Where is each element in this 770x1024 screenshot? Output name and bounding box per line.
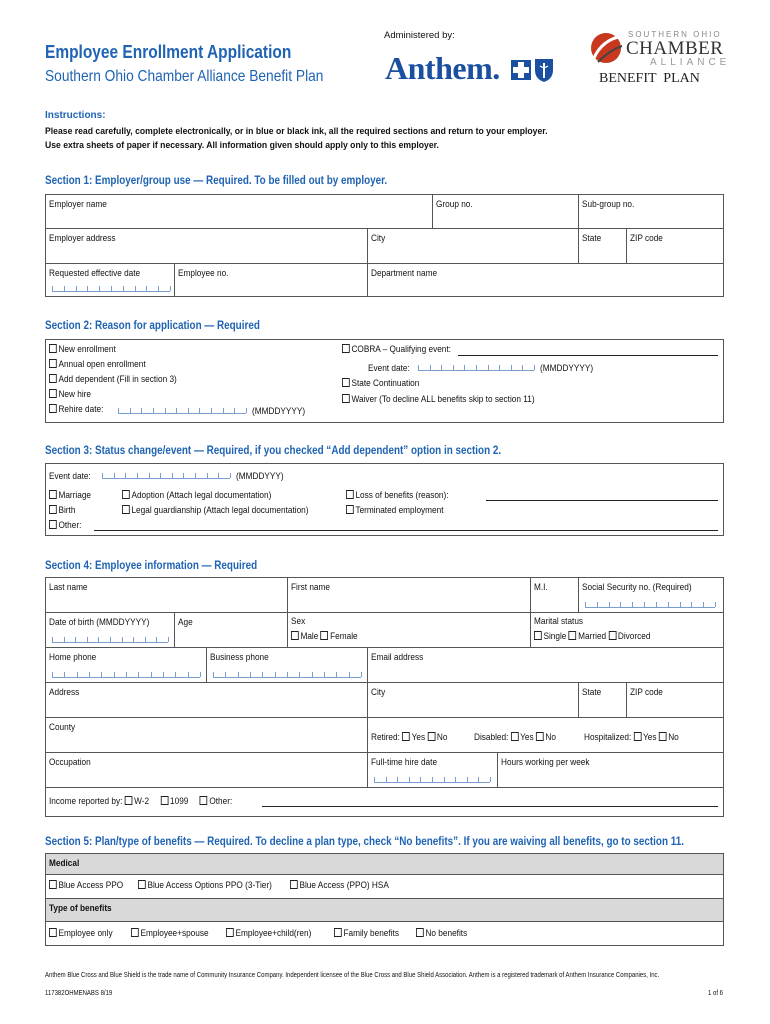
ppo-option[interactable]: Blue Access PPO [49, 880, 123, 891]
checkbox[interactable] [226, 928, 234, 937]
comb-tick [397, 777, 398, 782]
first-name-field[interactable]: First name [288, 578, 531, 613]
adoption-option[interactable]: Adoption (Attach legal documentation) [122, 490, 271, 501]
comb-tick [349, 672, 350, 677]
disabled-yes-checkbox[interactable] [511, 732, 519, 741]
comb-tick [158, 286, 159, 291]
section5-heading: Section 5: Plan/type of benefits — Required. To decline a plan type, check “No benefits”. If you are waiving all benefits, go to section 11. [45, 836, 684, 848]
city-field[interactable]: City [368, 683, 579, 718]
hospitalized-yes-checkbox[interactable] [634, 732, 642, 741]
cobra-option[interactable]: COBRA – Qualifying event: [342, 344, 451, 355]
instructions-line-2: Use extra sheets of paper if necessary. All information given should apply only to this employer. [45, 140, 439, 151]
section2-heading: Section 2: Reason for application — Required [45, 320, 260, 332]
comb-tick [200, 672, 201, 677]
comb-tick [234, 408, 235, 413]
section2-box [45, 339, 724, 423]
comb-tick [176, 408, 177, 413]
comb-tick [632, 602, 633, 607]
checkbox[interactable] [49, 505, 57, 514]
comb-tick [52, 672, 53, 677]
checkbox[interactable] [342, 394, 350, 403]
comb-tick [183, 473, 184, 478]
home-phone-field[interactable]: Home phone [46, 648, 207, 683]
hours-field[interactable]: Hours working per week [498, 753, 723, 788]
comb-tick [135, 286, 136, 291]
administered-by-label: Administered by: [384, 30, 455, 41]
comb-tick [213, 672, 214, 677]
section1-heading: Section 1: Employer/group use — Required. To be filled out by employer. [45, 175, 388, 187]
comb-tick [262, 672, 263, 677]
cobra-event-date-label: Event date: [368, 363, 410, 374]
1099-checkbox[interactable] [161, 796, 169, 805]
comb-tick [146, 286, 147, 291]
comb-tick [149, 473, 150, 478]
comb-tick [163, 672, 164, 677]
checkbox[interactable] [334, 928, 342, 937]
state-continuation-option[interactable]: State Continuation [342, 378, 419, 389]
comb-tick [114, 672, 115, 677]
comb-tick [287, 672, 288, 677]
comb-tick [312, 672, 313, 677]
comb-tick [361, 672, 362, 677]
hospitalized-group: Hospitalized: Yes No [584, 732, 679, 743]
comb-tick [188, 672, 189, 677]
rehire-option[interactable]: Rehire date: [49, 404, 103, 415]
comb-tick [464, 365, 465, 370]
comb-tick [110, 637, 111, 642]
comb-tick [225, 672, 226, 677]
section4-heading: Section 4: Employee information — Required [45, 560, 258, 572]
bcbs-logo-icon [510, 56, 556, 84]
comb-tick [153, 408, 154, 413]
disabled-no-checkbox[interactable] [536, 732, 544, 741]
chamber-alliance-text: ALLIANCE [650, 57, 731, 68]
employee-children-option[interactable]: Employee+child(ren) [226, 928, 311, 939]
w2-checkbox[interactable] [125, 796, 133, 805]
comb-tick [467, 777, 468, 782]
comb-tick [170, 286, 171, 291]
comb-tick [275, 672, 276, 677]
marital-field: Marital status Single Married Divorced [531, 613, 723, 648]
chamber-mid-text: CHAMBER [626, 38, 724, 59]
other-reason-line[interactable] [94, 530, 718, 531]
comb-tick [644, 602, 645, 607]
employee-no-field[interactable]: Employee no. [175, 264, 368, 297]
comb-tick [609, 602, 610, 607]
checkbox[interactable] [122, 490, 130, 499]
occupation-field[interactable]: Occupation [46, 753, 368, 788]
cobra-date-format: (MMDDYYYY) [540, 363, 594, 374]
comb-tick [499, 365, 500, 370]
comb-tick [145, 637, 146, 642]
comb-tick [534, 365, 535, 370]
retired-no-checkbox[interactable] [427, 732, 435, 741]
instructions-line-1: Please read carefully, complete electronically, or in blue or black ink, all the required sections and return to your employer. [45, 126, 548, 137]
comb-tick [99, 286, 100, 291]
checkbox[interactable] [49, 928, 57, 937]
comb-tick [488, 365, 489, 370]
comb-tick [691, 602, 692, 607]
comb-tick [141, 408, 142, 413]
sex-field: Sex Male Female [288, 613, 531, 648]
chamber-top-text: SOUTHERN OHIO [628, 30, 722, 39]
single-checkbox[interactable] [534, 631, 542, 640]
checkbox[interactable] [49, 389, 57, 398]
subgroup-no-field[interactable]: Sub-group no. [579, 195, 723, 229]
checkbox[interactable] [49, 490, 57, 499]
event-date-format: (MMDDYYY) [236, 471, 284, 482]
status-flags [368, 718, 723, 753]
rehire-date-input[interactable] [118, 404, 246, 414]
checkbox[interactable] [49, 344, 57, 353]
checkbox[interactable] [122, 505, 130, 514]
mi-field[interactable]: M.I. [531, 578, 579, 613]
comb-tick [207, 473, 208, 478]
instructions-heading: Instructions: [45, 110, 106, 121]
group-no-field[interactable]: Group no. [433, 195, 579, 229]
checkbox[interactable] [49, 404, 57, 413]
checkbox[interactable] [138, 880, 146, 889]
comb-tick [680, 602, 681, 607]
comb-tick [77, 672, 78, 677]
comb-tick [137, 473, 138, 478]
checkbox[interactable] [342, 344, 350, 353]
married-checkbox[interactable] [569, 631, 577, 640]
checkbox[interactable] [49, 880, 57, 889]
loss-reason-line[interactable] [486, 500, 718, 501]
comb-tick [160, 473, 161, 478]
family-option[interactable]: Family benefits [334, 928, 399, 939]
comb-tick [151, 672, 152, 677]
comb-tick [89, 672, 90, 677]
other-income-checkbox[interactable] [200, 796, 208, 805]
other-income-line[interactable] [262, 806, 718, 807]
section3-box [45, 463, 724, 536]
employer-name-field[interactable]: Employer name [46, 195, 433, 229]
address-field[interactable]: Address [46, 683, 368, 718]
department-field[interactable]: Department name [371, 268, 438, 279]
email-field[interactable]: Email address [368, 648, 723, 683]
comb-tick [444, 777, 445, 782]
comb-tick [490, 777, 491, 782]
comb-tick [374, 777, 375, 782]
comb-tick [597, 602, 598, 607]
comb-tick [98, 637, 99, 642]
hire-date-field[interactable]: Full-time hire date [368, 753, 498, 788]
hospitalized-no-checkbox[interactable] [659, 732, 667, 741]
hsa-option[interactable]: Blue Access (PPO) HSA [290, 880, 389, 891]
comb-tick [455, 777, 456, 782]
options-ppo-option[interactable]: Blue Access Options PPO (3-Tier) [138, 880, 272, 891]
dob-field[interactable]: Date of birth (MMDDYYYY) [46, 613, 175, 648]
medical-options [45, 875, 724, 899]
marital-options: Single Married Divorced [534, 631, 650, 642]
type-options [45, 922, 724, 946]
county-field[interactable]: County [46, 718, 368, 753]
comb-tick [125, 473, 126, 478]
comb-tick [511, 365, 512, 370]
comb-tick [703, 602, 704, 607]
event-date-input[interactable] [102, 469, 230, 479]
comb-tick [175, 672, 176, 677]
loss-benefits-option[interactable]: Loss of benefits (reason): [346, 490, 449, 501]
anthem-logo: Anthem. [385, 50, 500, 86]
rehire-date-format: (MMDDYYYY) [252, 406, 306, 417]
cobra-event-date-input[interactable] [418, 361, 534, 371]
employee-only-option[interactable]: Employee only [49, 928, 113, 939]
checkbox[interactable] [49, 520, 57, 529]
comb-tick [138, 672, 139, 677]
comb-tick [188, 408, 189, 413]
waiver-option[interactable]: Waiver (To decline ALL benefits skip to section 11) [342, 394, 535, 405]
comb-tick [165, 408, 166, 413]
cobra-event-line[interactable] [458, 355, 718, 356]
comb-tick [101, 672, 102, 677]
comb-tick [195, 473, 196, 478]
comb-tick [620, 602, 621, 607]
checkbox[interactable] [416, 928, 424, 937]
last-name-field[interactable]: Last name [46, 578, 288, 613]
zip-field[interactable]: ZIP code [627, 683, 723, 718]
comb-tick [432, 777, 433, 782]
comb-tick [52, 286, 53, 291]
comb-tick [87, 286, 88, 291]
comb-tick [126, 672, 127, 677]
comb-tick [453, 365, 454, 370]
comb-tick [238, 672, 239, 677]
comb-tick [478, 777, 479, 782]
comb-tick [715, 602, 716, 607]
comb-tick [75, 637, 76, 642]
ssn-field[interactable]: Social Security no. (Required) [579, 578, 723, 613]
birth-option[interactable]: Birth [49, 505, 75, 516]
employer-state-field[interactable]: State [579, 229, 627, 264]
comb-tick [168, 637, 169, 642]
comb-tick [114, 473, 115, 478]
effective-date-field[interactable]: Requested effective date [46, 264, 175, 297]
section4-table [45, 577, 724, 817]
comb-tick [87, 637, 88, 642]
guardianship-option[interactable]: Legal guardianship (Attach legal documentation) [122, 505, 309, 516]
checkbox[interactable] [346, 505, 354, 514]
comb-tick [123, 286, 124, 291]
comb-tick [223, 408, 224, 413]
comb-tick [172, 473, 173, 478]
sex-options: Male Female [291, 631, 358, 642]
business-phone-field[interactable]: Business phone [207, 648, 368, 683]
section1-table [45, 194, 724, 297]
comb-tick [156, 637, 157, 642]
female-checkbox[interactable] [321, 631, 329, 640]
male-checkbox[interactable] [291, 631, 299, 640]
comb-tick [64, 672, 65, 677]
comb-tick [230, 473, 231, 478]
terminated-option[interactable]: Terminated employment [346, 505, 444, 516]
employer-zip-field[interactable]: ZIP code [627, 229, 723, 264]
no-benefits-option[interactable]: No benefits [416, 928, 467, 939]
comb-tick [64, 286, 65, 291]
add-dependent-option[interactable]: Add dependent (Fill in section 3) [49, 374, 177, 385]
comb-tick [199, 408, 200, 413]
section3-heading: Section 3: Status change/event — Required, if you checked “Add dependent” option in section 2. [45, 445, 502, 457]
divorced-checkbox[interactable] [608, 631, 616, 640]
comb-tick [250, 672, 251, 677]
comb-tick [64, 637, 65, 642]
medical-band: Medical [45, 853, 724, 875]
checkbox[interactable] [49, 359, 57, 368]
chamber-bottom-text: BENEFIT PLAN [599, 71, 700, 86]
comb-tick [118, 408, 119, 413]
annual-open-option[interactable]: Annual open enrollment [49, 359, 146, 370]
comb-tick [409, 777, 410, 782]
form-id: 117382OHMENABS 8/19 [45, 988, 113, 997]
comb-tick [441, 365, 442, 370]
other-option[interactable]: Other: [49, 520, 81, 531]
comb-tick [585, 602, 586, 607]
marriage-option[interactable]: Marriage [49, 490, 91, 501]
comb-tick [130, 408, 131, 413]
footer-disclaimer: Anthem Blue Cross and Blue Shield is the trade name of Community Insurance Company. Independent licensee of the Blue Cross and Blue Shield Association. Anthem is a registered trademark of Anthem Insurance Companies, Inc. [45, 970, 660, 979]
checkbox[interactable] [131, 928, 139, 937]
comb-tick [656, 602, 657, 607]
comb-tick [476, 365, 477, 370]
state-field[interactable]: State [579, 683, 627, 718]
event-date-label: Event date: [49, 471, 91, 482]
comb-tick [430, 365, 431, 370]
comb-tick [668, 602, 669, 607]
checkbox[interactable] [290, 880, 298, 889]
form-title: Employee Enrollment Application [45, 42, 292, 62]
comb-tick [102, 473, 103, 478]
comb-tick [76, 286, 77, 291]
comb-tick [52, 637, 53, 642]
comb-tick [420, 777, 421, 782]
new-hire-option[interactable]: New hire [49, 389, 91, 400]
comb-tick [133, 637, 134, 642]
comb-tick [218, 473, 219, 478]
type-band: Type of benefits [45, 899, 724, 922]
comb-tick [211, 408, 212, 413]
disabled-group: Disabled: Yes No [474, 732, 556, 743]
comb-tick [386, 777, 387, 782]
checkbox[interactable] [49, 374, 57, 383]
checkbox[interactable] [342, 378, 350, 387]
employee-spouse-option[interactable]: Employee+spouse [131, 928, 209, 939]
comb-tick [418, 365, 419, 370]
new-enrollment-option[interactable]: New enrollment [49, 344, 116, 355]
comb-tick [122, 637, 123, 642]
income-row: Income reported by: W-2 1099 Other: [49, 796, 233, 807]
comb-tick [299, 672, 300, 677]
comb-tick [246, 408, 247, 413]
comb-tick [336, 672, 337, 677]
retired-group: Retired: Yes No [371, 732, 448, 743]
checkbox[interactable] [346, 490, 354, 499]
comb-tick [111, 286, 112, 291]
employer-city-field[interactable]: City [368, 229, 579, 264]
comb-tick [324, 672, 325, 677]
employer-address-field[interactable]: Employer address [46, 229, 368, 264]
comb-tick [522, 365, 523, 370]
form-subtitle: Southern Ohio Chamber Alliance Benefit Plan [45, 68, 324, 85]
instructions-text [45, 125, 548, 153]
age-field[interactable]: Age [175, 613, 288, 648]
retired-yes-checkbox[interactable] [402, 732, 410, 741]
page-number: 1 of 6 [708, 988, 724, 997]
